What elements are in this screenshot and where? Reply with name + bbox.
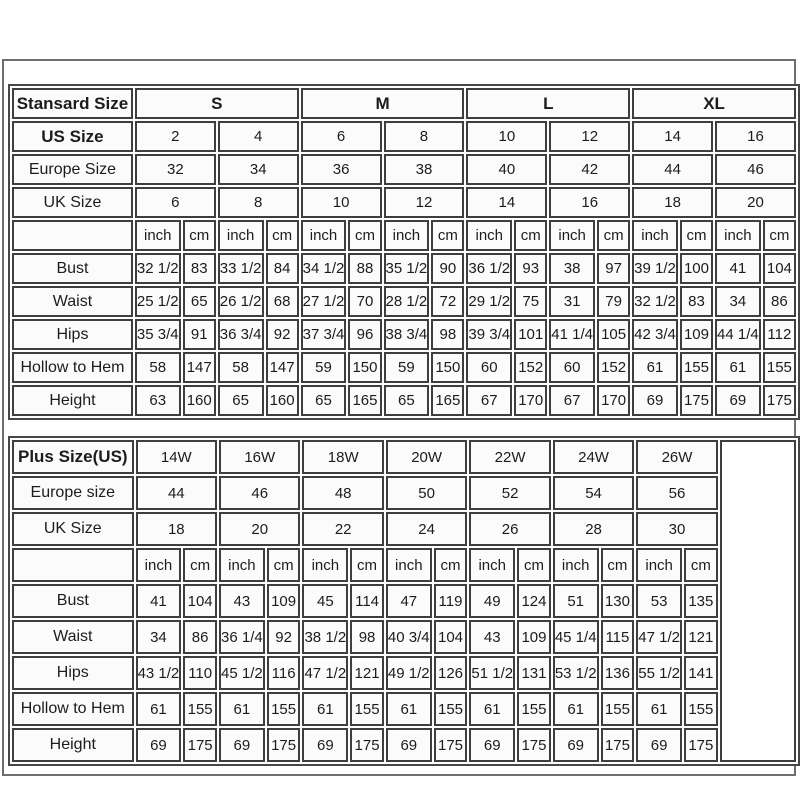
plus-bust-row bbox=[12, 584, 796, 618]
measure-value-cell: 61 bbox=[386, 692, 432, 726]
measure-value-cell: 39 1/2 bbox=[632, 253, 678, 284]
measure-value-cell: 51 bbox=[553, 584, 599, 618]
unit-header-cell: inch bbox=[386, 548, 432, 582]
unit-header-cell: cm bbox=[431, 220, 464, 251]
measure-value-cell: 47 1/2 bbox=[636, 620, 682, 654]
measure-value-cell: 34 bbox=[136, 620, 182, 654]
measure-value-cell: 101 bbox=[514, 319, 547, 350]
measure-value-cell: 90 bbox=[431, 253, 464, 284]
group-header-cell: XL bbox=[632, 88, 796, 119]
row-label-cell: Height bbox=[12, 728, 134, 762]
row-label-cell: UK Size bbox=[12, 512, 134, 546]
measure-value-cell: 165 bbox=[431, 385, 464, 416]
row-label-cell: Hips bbox=[12, 319, 133, 350]
hollow-to-hem-row bbox=[12, 352, 796, 383]
measure-value-cell: 98 bbox=[350, 620, 384, 654]
measure-value-cell: 65 bbox=[301, 385, 347, 416]
plus-hollow-to-hem-row bbox=[12, 692, 796, 726]
measure-value-cell: 38 3/4 bbox=[384, 319, 430, 350]
plus-title-cell: Plus Size(US) bbox=[12, 440, 134, 474]
measure-value-cell: 175 bbox=[601, 728, 635, 762]
size-value-cell: 10 bbox=[301, 187, 382, 218]
unit-header-cell: inch bbox=[715, 220, 761, 251]
unit-header-cell: inch bbox=[636, 548, 682, 582]
standard-size-group-row bbox=[12, 88, 796, 119]
measure-value-cell: 115 bbox=[601, 620, 635, 654]
hips-row bbox=[12, 319, 796, 350]
size-value-cell: 40 bbox=[466, 154, 547, 185]
size-value-cell: 16 bbox=[549, 187, 630, 218]
unit-header-cell: inch bbox=[218, 220, 264, 251]
measure-value-cell: 45 1/2 bbox=[219, 656, 265, 690]
measure-value-cell: 42 3/4 bbox=[632, 319, 678, 350]
measure-value-cell: 155 bbox=[267, 692, 301, 726]
size-value-cell: 20W bbox=[386, 440, 467, 474]
measure-value-cell: 141 bbox=[684, 656, 718, 690]
measure-value-cell: 33 1/2 bbox=[218, 253, 264, 284]
measure-value-cell: 65 bbox=[183, 286, 216, 317]
measure-value-cell: 126 bbox=[434, 656, 468, 690]
unit-header-cell: inch bbox=[135, 220, 181, 251]
measure-value-cell: 110 bbox=[183, 656, 217, 690]
plus-size-table bbox=[8, 436, 800, 766]
measure-value-cell: 35 1/2 bbox=[384, 253, 430, 284]
measure-value-cell: 61 bbox=[136, 692, 182, 726]
bust-row bbox=[12, 253, 796, 284]
measure-value-cell: 65 bbox=[384, 385, 430, 416]
measure-value-cell: 51 1/2 bbox=[469, 656, 515, 690]
unit-header-cell: inch bbox=[301, 220, 347, 251]
row-label-cell: US Size bbox=[12, 121, 133, 152]
standard-title-cell: Stansard Size bbox=[12, 88, 133, 119]
size-value-cell: 16 bbox=[715, 121, 796, 152]
size-value-cell: 4 bbox=[218, 121, 299, 152]
europe-size-row bbox=[12, 154, 796, 185]
unit-header-cell: inch bbox=[469, 548, 515, 582]
measure-value-cell: 155 bbox=[434, 692, 468, 726]
measure-value-cell: 61 bbox=[632, 352, 678, 383]
measure-value-cell: 47 bbox=[386, 584, 432, 618]
measure-value-cell: 38 bbox=[549, 253, 595, 284]
measure-value-cell: 93 bbox=[514, 253, 547, 284]
size-value-cell: 18 bbox=[632, 187, 713, 218]
us-size-row bbox=[12, 121, 796, 152]
measure-value-cell: 69 bbox=[136, 728, 182, 762]
measure-value-cell: 109 bbox=[267, 584, 301, 618]
unit-header-cell: cm bbox=[267, 548, 301, 582]
size-value-cell: 44 bbox=[136, 476, 217, 510]
empty-label-cell bbox=[12, 548, 134, 582]
measure-value-cell: 61 bbox=[219, 692, 265, 726]
measure-value-cell: 91 bbox=[183, 319, 216, 350]
measure-value-cell: 68 bbox=[266, 286, 299, 317]
size-value-cell: 26 bbox=[469, 512, 550, 546]
measure-value-cell: 92 bbox=[267, 620, 301, 654]
measure-value-cell: 36 1/4 bbox=[219, 620, 265, 654]
measure-value-cell: 31 bbox=[549, 286, 595, 317]
height-row bbox=[12, 385, 796, 416]
row-label-cell: Waist bbox=[12, 620, 134, 654]
measure-value-cell: 43 bbox=[469, 620, 515, 654]
size-value-cell: 24 bbox=[386, 512, 467, 546]
measure-value-cell: 44 1/4 bbox=[715, 319, 761, 350]
measure-value-cell: 155 bbox=[517, 692, 551, 726]
spacer-cell bbox=[720, 440, 796, 762]
measure-value-cell: 60 bbox=[466, 352, 512, 383]
measure-value-cell: 61 bbox=[715, 352, 761, 383]
plus-uk-size-row bbox=[12, 512, 796, 546]
unit-header-cell: inch bbox=[549, 220, 595, 251]
size-value-cell: 32 bbox=[135, 154, 216, 185]
plus-hips-row bbox=[12, 656, 796, 690]
measure-value-cell: 43 bbox=[219, 584, 265, 618]
row-label-cell: UK Size bbox=[12, 187, 133, 218]
measure-value-cell: 136 bbox=[601, 656, 635, 690]
size-value-cell: 18 bbox=[136, 512, 217, 546]
measure-value-cell: 152 bbox=[597, 352, 630, 383]
standard-size-table bbox=[8, 84, 800, 420]
size-value-cell: 14 bbox=[632, 121, 713, 152]
group-header-cell: S bbox=[135, 88, 299, 119]
group-header-cell: M bbox=[301, 88, 465, 119]
size-value-cell: 14W bbox=[136, 440, 217, 474]
measure-value-cell: 83 bbox=[680, 286, 713, 317]
measure-value-cell: 69 bbox=[219, 728, 265, 762]
measure-value-cell: 60 bbox=[549, 352, 595, 383]
measure-value-cell: 96 bbox=[348, 319, 381, 350]
row-label-cell: Bust bbox=[12, 253, 133, 284]
unit-header-row bbox=[12, 220, 796, 251]
measure-value-cell: 61 bbox=[302, 692, 348, 726]
unit-header-cell: inch bbox=[302, 548, 348, 582]
measure-value-cell: 32 1/2 bbox=[135, 253, 181, 284]
measure-value-cell: 170 bbox=[597, 385, 630, 416]
measure-value-cell: 58 bbox=[135, 352, 181, 383]
measure-value-cell: 175 bbox=[680, 385, 713, 416]
measure-value-cell: 45 bbox=[302, 584, 348, 618]
measure-value-cell: 69 bbox=[553, 728, 599, 762]
measure-value-cell: 160 bbox=[183, 385, 216, 416]
measure-value-cell: 152 bbox=[514, 352, 547, 383]
plus-europe-size-row bbox=[12, 476, 796, 510]
measure-value-cell: 36 3/4 bbox=[218, 319, 264, 350]
measure-value-cell: 160 bbox=[266, 385, 299, 416]
measure-value-cell: 175 bbox=[267, 728, 301, 762]
measure-value-cell: 28 1/2 bbox=[384, 286, 430, 317]
size-value-cell: 12 bbox=[384, 187, 465, 218]
measure-value-cell: 165 bbox=[348, 385, 381, 416]
plus-waist-row bbox=[12, 620, 796, 654]
row-label-cell: Hollow to Hem bbox=[12, 352, 133, 383]
unit-header-cell: cm bbox=[350, 548, 384, 582]
measure-value-cell: 61 bbox=[469, 692, 515, 726]
measure-value-cell: 61 bbox=[636, 692, 682, 726]
unit-header-cell: cm bbox=[684, 548, 718, 582]
measure-value-cell: 38 1/2 bbox=[302, 620, 348, 654]
measure-value-cell: 135 bbox=[684, 584, 718, 618]
unit-header-cell: inch bbox=[466, 220, 512, 251]
measure-value-cell: 121 bbox=[684, 620, 718, 654]
measure-value-cell: 40 3/4 bbox=[386, 620, 432, 654]
unit-header-cell: cm bbox=[597, 220, 630, 251]
group-header-cell: L bbox=[466, 88, 630, 119]
measure-value-cell: 79 bbox=[597, 286, 630, 317]
unit-header-cell: cm bbox=[517, 548, 551, 582]
measure-value-cell: 55 1/2 bbox=[636, 656, 682, 690]
size-value-cell: 16W bbox=[219, 440, 300, 474]
measure-value-cell: 70 bbox=[348, 286, 381, 317]
measure-value-cell: 155 bbox=[183, 692, 217, 726]
row-label-cell: Height bbox=[12, 385, 133, 416]
measure-value-cell: 67 bbox=[549, 385, 595, 416]
measure-value-cell: 65 bbox=[218, 385, 264, 416]
measure-value-cell: 37 3/4 bbox=[301, 319, 347, 350]
size-value-cell: 2 bbox=[135, 121, 216, 152]
measure-value-cell: 119 bbox=[434, 584, 468, 618]
unit-header-cell: inch bbox=[553, 548, 599, 582]
row-label-cell: Europe Size bbox=[12, 154, 133, 185]
measure-value-cell: 69 bbox=[715, 385, 761, 416]
measure-value-cell: 36 1/2 bbox=[466, 253, 512, 284]
size-value-cell: 52 bbox=[469, 476, 550, 510]
unit-header-cell: inch bbox=[219, 548, 265, 582]
measure-value-cell: 29 1/2 bbox=[466, 286, 512, 317]
measure-value-cell: 41 bbox=[136, 584, 182, 618]
measure-value-cell: 155 bbox=[684, 692, 718, 726]
measure-value-cell: 130 bbox=[601, 584, 635, 618]
measure-value-cell: 175 bbox=[684, 728, 718, 762]
size-value-cell: 22 bbox=[302, 512, 383, 546]
measure-value-cell: 104 bbox=[763, 253, 796, 284]
plus-size-header-row bbox=[12, 440, 796, 474]
measure-value-cell: 53 1/2 bbox=[553, 656, 599, 690]
measure-value-cell: 34 1/2 bbox=[301, 253, 347, 284]
measure-value-cell: 49 bbox=[469, 584, 515, 618]
measure-value-cell: 59 bbox=[301, 352, 347, 383]
measure-value-cell: 69 bbox=[636, 728, 682, 762]
unit-header-cell: cm bbox=[183, 548, 217, 582]
measure-value-cell: 67 bbox=[466, 385, 512, 416]
measure-value-cell: 39 3/4 bbox=[466, 319, 512, 350]
measure-value-cell: 53 bbox=[636, 584, 682, 618]
measure-value-cell: 147 bbox=[266, 352, 299, 383]
measure-value-cell: 100 bbox=[680, 253, 713, 284]
uk-size-row bbox=[12, 187, 796, 218]
waist-row bbox=[12, 286, 796, 317]
size-value-cell: 28 bbox=[553, 512, 634, 546]
measure-value-cell: 97 bbox=[597, 253, 630, 284]
measure-value-cell: 175 bbox=[763, 385, 796, 416]
plus-height-row bbox=[12, 728, 796, 762]
size-value-cell: 42 bbox=[549, 154, 630, 185]
measure-value-cell: 175 bbox=[517, 728, 551, 762]
size-value-cell: 22W bbox=[469, 440, 550, 474]
size-value-cell: 36 bbox=[301, 154, 382, 185]
size-value-cell: 46 bbox=[715, 154, 796, 185]
size-value-cell: 46 bbox=[219, 476, 300, 510]
measure-value-cell: 59 bbox=[384, 352, 430, 383]
measure-value-cell: 98 bbox=[431, 319, 464, 350]
measure-value-cell: 116 bbox=[267, 656, 301, 690]
measure-value-cell: 47 1/2 bbox=[302, 656, 348, 690]
empty-label-cell bbox=[12, 220, 133, 251]
measure-value-cell: 75 bbox=[514, 286, 547, 317]
unit-header-cell: cm bbox=[183, 220, 216, 251]
size-value-cell: 6 bbox=[135, 187, 216, 218]
measure-value-cell: 131 bbox=[517, 656, 551, 690]
measure-value-cell: 27 1/2 bbox=[301, 286, 347, 317]
size-value-cell: 6 bbox=[301, 121, 382, 152]
unit-header-cell: cm bbox=[601, 548, 635, 582]
size-value-cell: 8 bbox=[384, 121, 465, 152]
measure-value-cell: 49 1/2 bbox=[386, 656, 432, 690]
measure-value-cell: 43 1/2 bbox=[136, 656, 182, 690]
measure-value-cell: 63 bbox=[135, 385, 181, 416]
measure-value-cell: 150 bbox=[348, 352, 381, 383]
row-label-cell: Hollow to Hem bbox=[12, 692, 134, 726]
measure-value-cell: 61 bbox=[553, 692, 599, 726]
unit-header-cell: cm bbox=[348, 220, 381, 251]
plus-unit-header-row bbox=[12, 548, 796, 582]
measure-value-cell: 84 bbox=[266, 253, 299, 284]
measure-value-cell: 175 bbox=[434, 728, 468, 762]
measure-value-cell: 72 bbox=[431, 286, 464, 317]
measure-value-cell: 32 1/2 bbox=[632, 286, 678, 317]
unit-header-cell: inch bbox=[384, 220, 430, 251]
size-value-cell: 10 bbox=[466, 121, 547, 152]
measure-value-cell: 69 bbox=[302, 728, 348, 762]
measure-value-cell: 109 bbox=[680, 319, 713, 350]
measure-value-cell: 124 bbox=[517, 584, 551, 618]
size-value-cell: 50 bbox=[386, 476, 467, 510]
size-value-cell: 26W bbox=[636, 440, 717, 474]
unit-header-cell: inch bbox=[136, 548, 182, 582]
measure-value-cell: 155 bbox=[601, 692, 635, 726]
size-value-cell: 54 bbox=[553, 476, 634, 510]
measure-value-cell: 155 bbox=[350, 692, 384, 726]
size-value-cell: 38 bbox=[384, 154, 465, 185]
measure-value-cell: 69 bbox=[386, 728, 432, 762]
measure-value-cell: 104 bbox=[183, 584, 217, 618]
measure-value-cell: 170 bbox=[514, 385, 547, 416]
measure-value-cell: 105 bbox=[597, 319, 630, 350]
measure-value-cell: 88 bbox=[348, 253, 381, 284]
measure-value-cell: 86 bbox=[763, 286, 796, 317]
measure-value-cell: 41 bbox=[715, 253, 761, 284]
measure-value-cell: 121 bbox=[350, 656, 384, 690]
measure-value-cell: 86 bbox=[183, 620, 217, 654]
size-value-cell: 30 bbox=[636, 512, 717, 546]
size-value-cell: 20 bbox=[219, 512, 300, 546]
measure-value-cell: 175 bbox=[350, 728, 384, 762]
measure-value-cell: 175 bbox=[183, 728, 217, 762]
measure-value-cell: 83 bbox=[183, 253, 216, 284]
row-label-cell: Europe size bbox=[12, 476, 134, 510]
size-value-cell: 44 bbox=[632, 154, 713, 185]
row-label-cell: Bust bbox=[12, 584, 134, 618]
measure-value-cell: 69 bbox=[469, 728, 515, 762]
size-value-cell: 20 bbox=[715, 187, 796, 218]
size-value-cell: 56 bbox=[636, 476, 717, 510]
unit-header-cell: cm bbox=[680, 220, 713, 251]
unit-header-cell: inch bbox=[632, 220, 678, 251]
size-value-cell: 18W bbox=[302, 440, 383, 474]
measure-value-cell: 147 bbox=[183, 352, 216, 383]
measure-value-cell: 26 1/2 bbox=[218, 286, 264, 317]
size-value-cell: 8 bbox=[218, 187, 299, 218]
measure-value-cell: 109 bbox=[517, 620, 551, 654]
unit-header-cell: cm bbox=[514, 220, 547, 251]
measure-value-cell: 41 1/4 bbox=[549, 319, 595, 350]
measure-value-cell: 114 bbox=[350, 584, 384, 618]
measure-value-cell: 112 bbox=[763, 319, 796, 350]
measure-value-cell: 92 bbox=[266, 319, 299, 350]
unit-header-cell: cm bbox=[763, 220, 796, 251]
size-value-cell: 34 bbox=[218, 154, 299, 185]
size-value-cell: 48 bbox=[302, 476, 383, 510]
measure-value-cell: 104 bbox=[434, 620, 468, 654]
measure-value-cell: 155 bbox=[680, 352, 713, 383]
row-label-cell: Hips bbox=[12, 656, 134, 690]
measure-value-cell: 155 bbox=[763, 352, 796, 383]
measure-value-cell: 35 3/4 bbox=[135, 319, 181, 350]
measure-value-cell: 45 1/4 bbox=[553, 620, 599, 654]
unit-header-cell: cm bbox=[434, 548, 468, 582]
size-value-cell: 14 bbox=[466, 187, 547, 218]
row-label-cell: Waist bbox=[12, 286, 133, 317]
measure-value-cell: 150 bbox=[431, 352, 464, 383]
unit-header-cell: cm bbox=[266, 220, 299, 251]
measure-value-cell: 25 1/2 bbox=[135, 286, 181, 317]
size-value-cell: 24W bbox=[553, 440, 634, 474]
measure-value-cell: 34 bbox=[715, 286, 761, 317]
measure-value-cell: 58 bbox=[218, 352, 264, 383]
size-value-cell: 12 bbox=[549, 121, 630, 152]
measure-value-cell: 69 bbox=[632, 385, 678, 416]
